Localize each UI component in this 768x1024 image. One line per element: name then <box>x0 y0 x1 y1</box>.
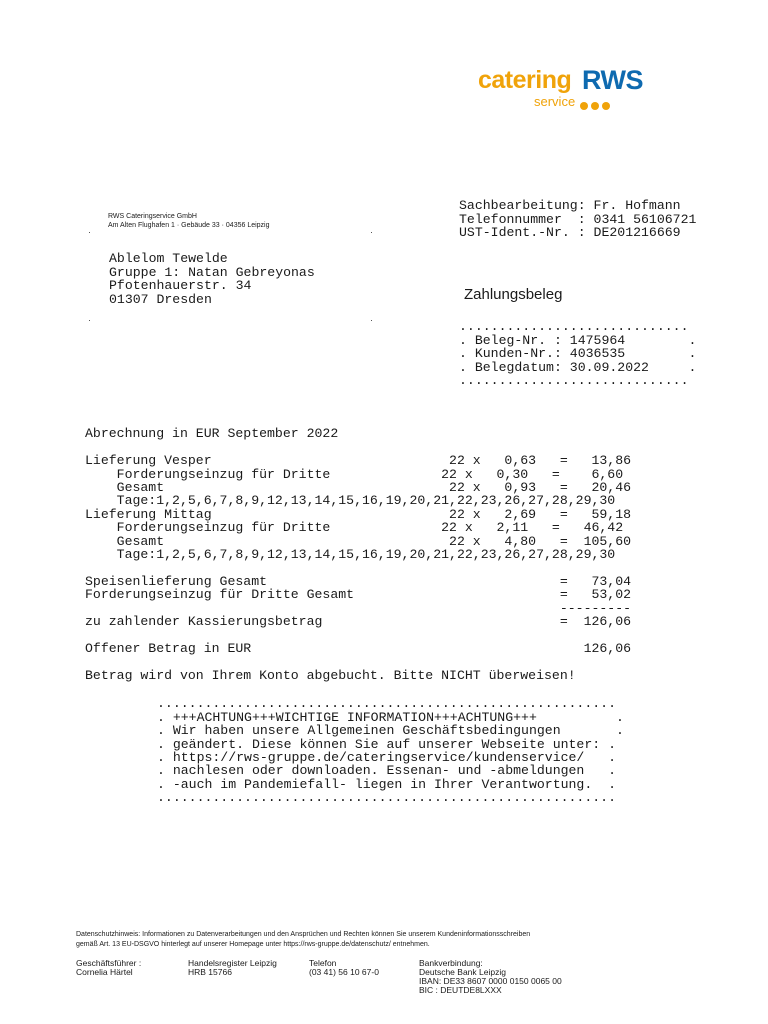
footer-md-name: Cornelia Härtel <box>76 967 133 977</box>
fold-mark <box>371 320 372 321</box>
logo-word-catering: catering <box>478 66 572 94</box>
footer-register <box>188 959 277 977</box>
logo-dots-icon <box>580 97 620 107</box>
recipient-address <box>109 239 315 319</box>
fold-mark <box>89 232 90 233</box>
footer-bic: BIC : DEUTDE8LXXX <box>419 985 502 995</box>
line-item: Lieferung Mittag 22 x 2,69 = 59,18 <box>85 506 632 522</box>
footer-iban: IBAN: DE33 8607 0000 0150 0065 00 <box>419 976 562 986</box>
receipt-border-top: ............................. <box>459 319 689 335</box>
receipt-date: . Belegdatum: 30.09.2022 . <box>459 359 697 375</box>
footer-md-label: Geschäftsführer : <box>76 958 142 968</box>
footer-register-value: HRB 15766 <box>188 967 232 977</box>
company-logo <box>478 66 658 114</box>
footer-phone-label: Telefon <box>309 958 337 968</box>
amount-due: zu zahlender Kassierungsbetrag = 126,06 <box>85 614 632 630</box>
line-item: Gesamt 22 x 4,80 = 105,60 <box>85 533 632 549</box>
receipt-border-bottom: ............................. <box>459 373 689 389</box>
sender-address <box>108 212 270 230</box>
privacy-line-1: Datenschutzhinweis: Informationen zu Datenverarbeitungen und den Ansprüchen und Rechten können Sie unserem Kundeninformationsschreiben <box>76 931 531 938</box>
footer-bank <box>419 959 562 995</box>
logo-word-rws: RWS <box>582 65 644 95</box>
line-item: Lieferung Vesper 22 x 0,63 = 13,86 <box>85 453 632 469</box>
recipient-group: Gruppe 1: Natan Gebreyonas <box>109 264 315 280</box>
info-clerk: Sachbearbeitung: Fr. Hofmann <box>459 198 681 214</box>
logo-service: service <box>534 94 576 109</box>
open-amount: Offener Betrag in EUR 126,06 <box>85 640 632 656</box>
statement <box>85 414 631 696</box>
footer-phone-value: (03 41) 56 10 67-0 <box>309 967 379 977</box>
notice-line: . nachlesen oder downloaden. Essenan- und -abmeldungen . <box>157 763 616 779</box>
delivery-days: Tage:1,2,5,6,7,8,9,12,13,14,15,16,19,20,21,22,23,26,27,28,29,30 <box>85 547 616 563</box>
total-separator: --------- <box>85 600 632 616</box>
notice-line: . +++ACHTUNG+++WICHTIGE INFORMATION+++ACHTUNG+++ . <box>157 709 624 725</box>
debit-note: Betrag wird von Ihrem Konto abgebucht. Bitte NICHT überweisen! <box>85 667 576 683</box>
line-item: Forderungseinzug für Dritte 22 x 2,11 = 46,42 <box>85 520 624 536</box>
privacy-line-2: gemäß Art. 13 EU-DSGVO hinterlegt auf unserer Homepage unter https://rws-gruppe.de/datenschutz/ entnehmen. <box>76 941 430 948</box>
notice-border-top: .......................................................... <box>157 696 616 712</box>
recipient-name: Ablelom Tewelde <box>109 251 228 267</box>
customer-number: . Kunden-Nr.: 4036535 . <box>459 346 697 362</box>
contact-info <box>459 186 696 253</box>
sender-street: Am Alten Flughafen 1 · Gebäude 33 · 04356 Leipzig <box>108 222 270 229</box>
footer-bank-label: Bankverbindung: <box>419 958 483 968</box>
info-phone: Telefonnummer : 0341 56106721 <box>459 211 697 227</box>
notice-border-bottom: .......................................................... <box>157 790 616 806</box>
delivery-days: Tage:1,2,5,6,7,8,9,12,13,14,15,16,19,20,21,22,23,26,27,28,29,30 <box>85 493 616 509</box>
notice-box <box>157 684 624 818</box>
total-line: Speisenlieferung Gesamt = 73,04 <box>85 573 632 589</box>
notice-line: . geändert. Diese können Sie auf unserer Webseite unter: . <box>157 736 616 752</box>
footer-managing-director <box>76 959 141 977</box>
footer-register-label: Handelsregister Leipzig <box>188 958 277 968</box>
total-line: Forderungseinzug für Dritte Gesamt = 53,02 <box>85 587 632 603</box>
footer-bank-name: Deutsche Bank Leipzig <box>419 967 506 977</box>
line-item: Forderungseinzug für Dritte 22 x 0,30 = 6,60 <box>85 466 624 482</box>
fold-mark <box>371 232 372 233</box>
line-item: Gesamt 22 x 0,93 = 20,46 <box>85 480 632 496</box>
receipt-box <box>459 307 696 401</box>
notice-line: . Wir haben unsere Allgemeinen Geschäftsbedingungen . <box>157 723 624 739</box>
footer-phone <box>309 959 379 977</box>
document-title: Zahlungsbeleg <box>464 286 563 303</box>
notice-line: . https://rws-gruppe.de/cateringservice/kundenservice/ . <box>157 750 616 766</box>
recipient-street: Pfotenhauerstr. 34 <box>109 278 252 294</box>
recipient-city: 01307 Dresden <box>109 291 212 307</box>
fold-mark <box>89 320 90 321</box>
info-vat-id: UST-Ident.-Nr. : DE201216669 <box>459 225 681 241</box>
statement-heading: Abrechnung in EUR September 2022 <box>85 426 339 442</box>
notice-line: . -auch im Pandemiefall- liegen in Ihrer Verantwortung. . <box>157 776 616 792</box>
privacy-notice <box>76 930 530 950</box>
sender-company: RWS Cateringservice GmbH <box>108 213 197 220</box>
receipt-number: . Beleg-Nr. : 1475964 . <box>459 332 697 348</box>
